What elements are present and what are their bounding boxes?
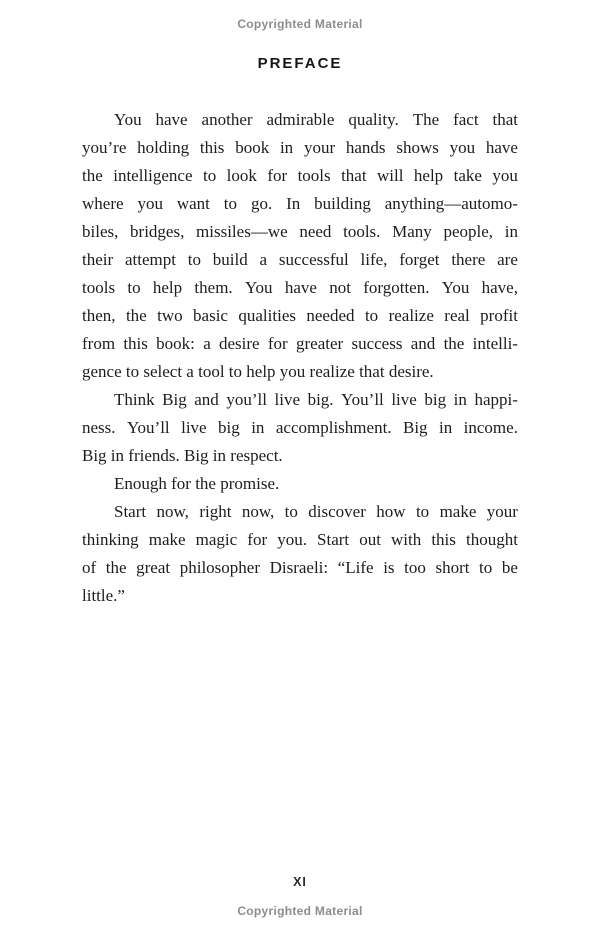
page-number: XI	[293, 875, 307, 889]
text-line: thinking make magic for you. Start out with this thought	[82, 530, 518, 549]
paragraph	[82, 498, 518, 610]
text-line: ness. You’ll live big in accomplishment. Big in income.	[82, 418, 518, 437]
paragraph	[82, 106, 518, 386]
text-line: Big in friends. Big in respect.	[82, 446, 283, 465]
text-line: the intelligence to look for tools that will help take you	[82, 166, 518, 185]
text-line: Think Big and you’ll live big. You’ll live big in happi-	[114, 390, 518, 409]
text-line: Start now, right now, to discover how to make your	[114, 502, 518, 521]
body-text	[82, 106, 518, 610]
text-line: their attempt to build a successful life, forget there are	[82, 250, 518, 269]
text-line: Enough for the promise.	[114, 474, 280, 493]
text-line: tools to help them. You have not forgotten. You have,	[82, 278, 518, 297]
copyright-watermark-bottom: Copyrighted Material	[237, 904, 363, 918]
text-line: from this book: a desire for greater success and the intelli-	[82, 334, 518, 353]
text-line: you’re holding this book in your hands shows you have	[82, 138, 518, 157]
paragraph	[82, 386, 518, 470]
text-line: You have another admirable quality. The fact that	[114, 110, 518, 129]
text-line: where you want to go. In building anything—automo-	[82, 194, 518, 213]
copyright-watermark-top: Copyrighted Material	[237, 17, 363, 31]
preface-heading: PREFACE	[257, 55, 343, 72]
text-line: then, the two basic qualities needed to realize real profit	[82, 306, 518, 325]
text-line: gence to select a tool to help you realize that desire.	[82, 362, 434, 381]
text-line: of the great philosopher Disraeli: “Life is too short to be	[82, 558, 518, 577]
paragraph	[82, 470, 518, 498]
text-line: little.”	[82, 586, 125, 605]
text-line: biles, bridges, missiles—we need tools. Many people, in	[82, 222, 518, 241]
